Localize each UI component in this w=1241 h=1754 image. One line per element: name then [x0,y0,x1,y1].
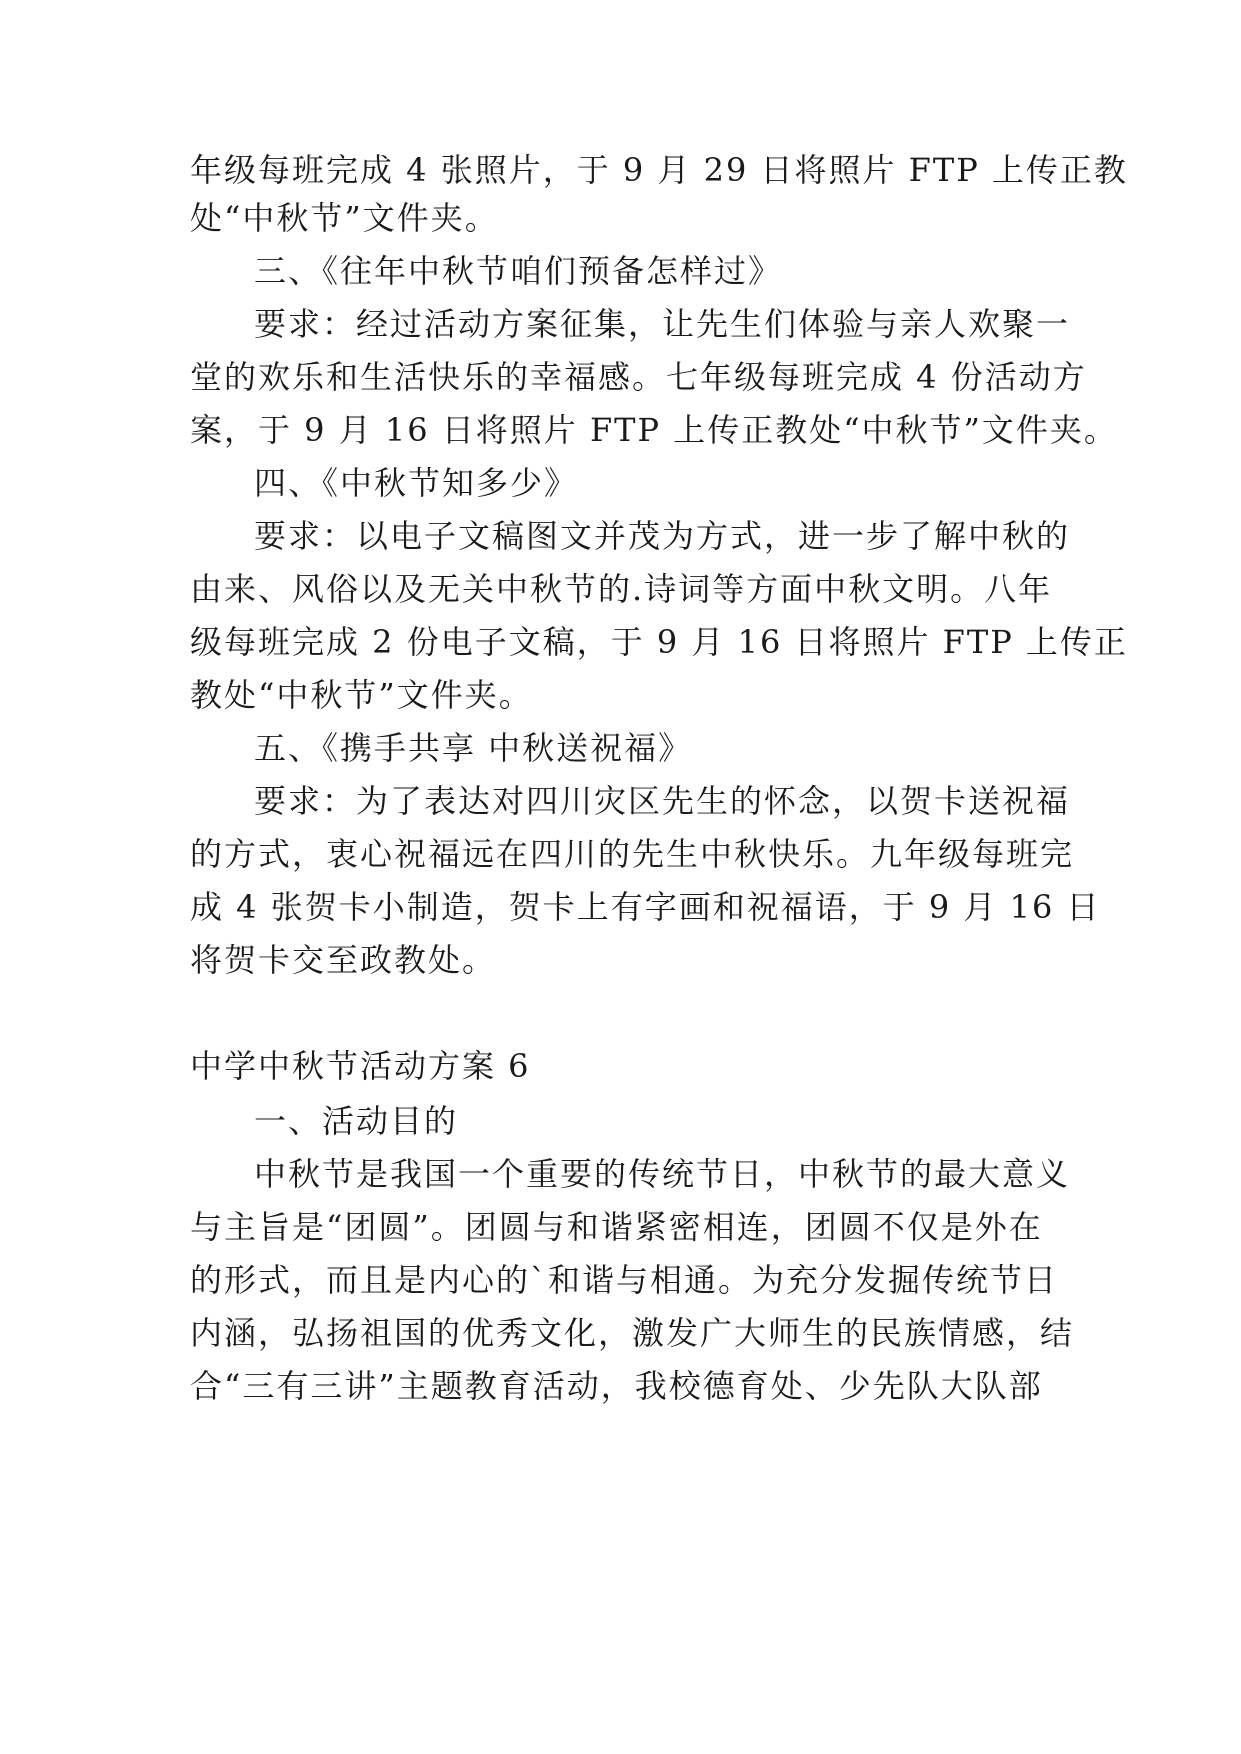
body-line: 要求：以电子文稿图文并茂为方式，进一步了解中秋的 [254,517,1071,555]
section-heading: 一、活动目的 [254,1102,459,1140]
body-line: 要求：为了表达对四川灾区先生的怀念，以贺卡送祝福 [254,782,1071,820]
body-line: 中秋节是我国一个重要的传统节日，中秋节的最大意义 [254,1155,1071,1193]
body-line: 案，于 9 月 16 日将照片 FTP 上传正教处“中秋节”文件夹。 [190,411,1118,449]
body-line: 教处“中秋节”文件夹。 [190,676,533,714]
body-line: 要求：经过活动方案征集，让先生们体验与亲人欢聚一 [254,305,1071,343]
body-line: 成 4 张贺卡小制造，贺卡上有字画和祝福语，于 9 月 16 日 [190,888,1101,926]
body-line: 将贺卡交至政教处。 [190,941,497,979]
body-line: 的方式，衷心祝福远在四川的先生中秋快乐。九年级每班完 [190,835,1075,873]
section-heading: 三、《往年中秋节咱们预备怎样过》 [254,252,783,290]
document-title: 中学中秋节活动方案 6 [190,1047,531,1085]
body-line: 由来、风俗以及无关中秋节的.诗词等方面中秋文明。八年 [190,570,1053,608]
body-line: 的形式，而且是内心的`和谐与相通。为充分发掘传统节日 [190,1261,1059,1299]
body-line: 内涵，弘扬祖国的优秀文化，激发广大师生的民族情感，结 [190,1314,1075,1352]
body-line: 合“三有三讲”主题教育活动，我校德育处、少先队大队部 [190,1367,1043,1405]
body-line: 处“中秋节”文件夹。 [190,199,499,237]
body-line: 与主旨是“团圆”。团圆与和谐紧密相连，团圆不仅是外在 [190,1208,1043,1246]
section-heading: 五、《携手共享 中秋送祝福》 [254,729,693,767]
body-line: 级每班完成 2 份电子文稿，于 9 月 16 日将照片 FTP 上传正 [190,623,1128,661]
body-line: 堂的欢乐和生活快乐的幸福感。七年级每班完成 4 份活动方 [190,358,1087,396]
section-heading: 四、《中秋节知多少》 [254,464,579,502]
body-line: 年级每班完成 4 张照片，于 9 月 29 日将照片 FTP 上传正教 [190,151,1128,189]
